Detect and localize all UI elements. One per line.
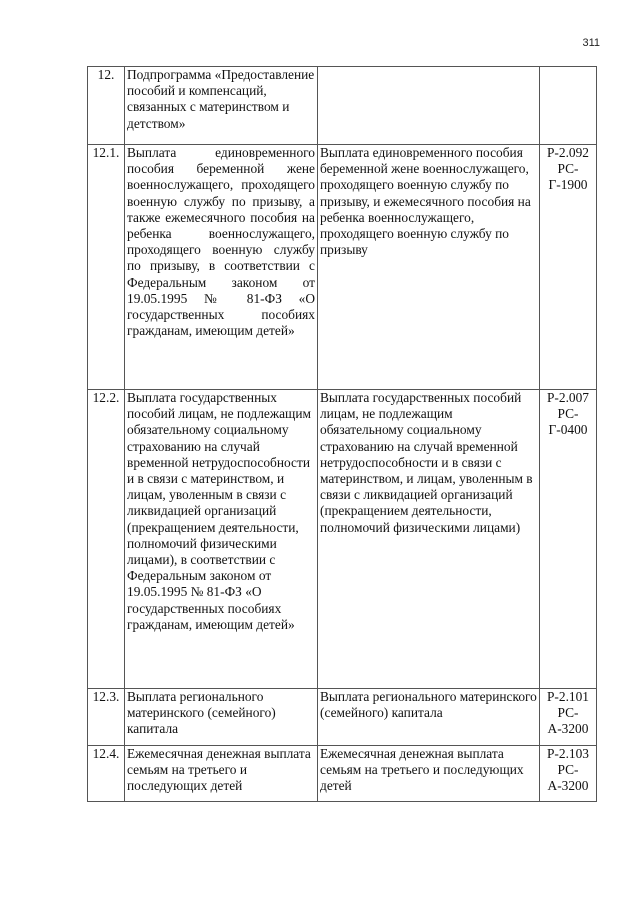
table-row <box>88 689 597 746</box>
row-name: Ежемесячная денежная выплата семьям на третьего и последующих детей <box>125 746 318 802</box>
table-row <box>88 746 597 802</box>
row-code: Р-2.007 РС-Г-0400 <box>540 390 597 689</box>
row-code: Р-2.092 РС-Г-1900 <box>540 145 597 390</box>
row-description: Выплата государственных пособий лицам, не подлежащим обязательному социальному страхованию на случай временной нетрудоспособности и в связи с материнством, и лицам, уволенным в связи с ликвидацией организаций (прекращением деятельности, полномочий физическими лицами) <box>318 390 540 689</box>
row-number: 12.4. <box>88 746 125 802</box>
row-name: Подпрограмма «Предоставление пособий и компенсаций, связанных с материнством и детством» <box>125 67 318 145</box>
row-description: Ежемесячная денежная выплата семьям на третьего и последующих детей <box>318 746 540 802</box>
row-name: Выплата регионального материнского (семейного) капитала <box>125 689 318 746</box>
row-description: Выплата единовременного пособия беременной жене военнослужащего, проходящего военную службу по призыву, и ежемесячного пособия на ребенка военнослужащего, проходящего военную службу по призыву <box>318 145 540 390</box>
row-description <box>318 67 540 145</box>
table-row <box>88 390 597 689</box>
row-name: Выплата единовременного пособия беременной жене военнослужащего, проходящего военную службу по призыву, а также ежемесячного пособия на ребенка военнослужащего, проходящего военную службу по призыву, в соответствии с Федеральным законом от 19.05.1995 № 81-ФЗ «О государственных пособиях гражданам, имеющим детей» <box>125 145 318 390</box>
table-row <box>88 145 597 390</box>
row-number: 12.2. <box>88 390 125 689</box>
row-code <box>540 67 597 145</box>
row-number: 12.3. <box>88 689 125 746</box>
row-code: Р-2.103 РС-А-3200 <box>540 746 597 802</box>
row-number: 12.1. <box>88 145 125 390</box>
page-number: 311 <box>582 37 600 49</box>
row-name: Выплата государственных пособий лицам, не подлежащим обязательному социальному страхованию на случай временной нетрудоспособности и в связи с материнством, и лицам, уволенным в связи с ликвидацией организаций (прекращением деятельности, полномочий физическими лицами), в соответствии с Федеральным законом от 19.05.1995 № 81-ФЗ «О государственных пособиях гражданам, имеющим детей» <box>125 390 318 689</box>
program-table <box>87 66 597 802</box>
table-row <box>88 67 597 145</box>
row-number: 12. <box>88 67 125 145</box>
row-code: Р-2.101 РС-А-3200 <box>540 689 597 746</box>
row-description: Выплата регионального материнского (семейного) капитала <box>318 689 540 746</box>
